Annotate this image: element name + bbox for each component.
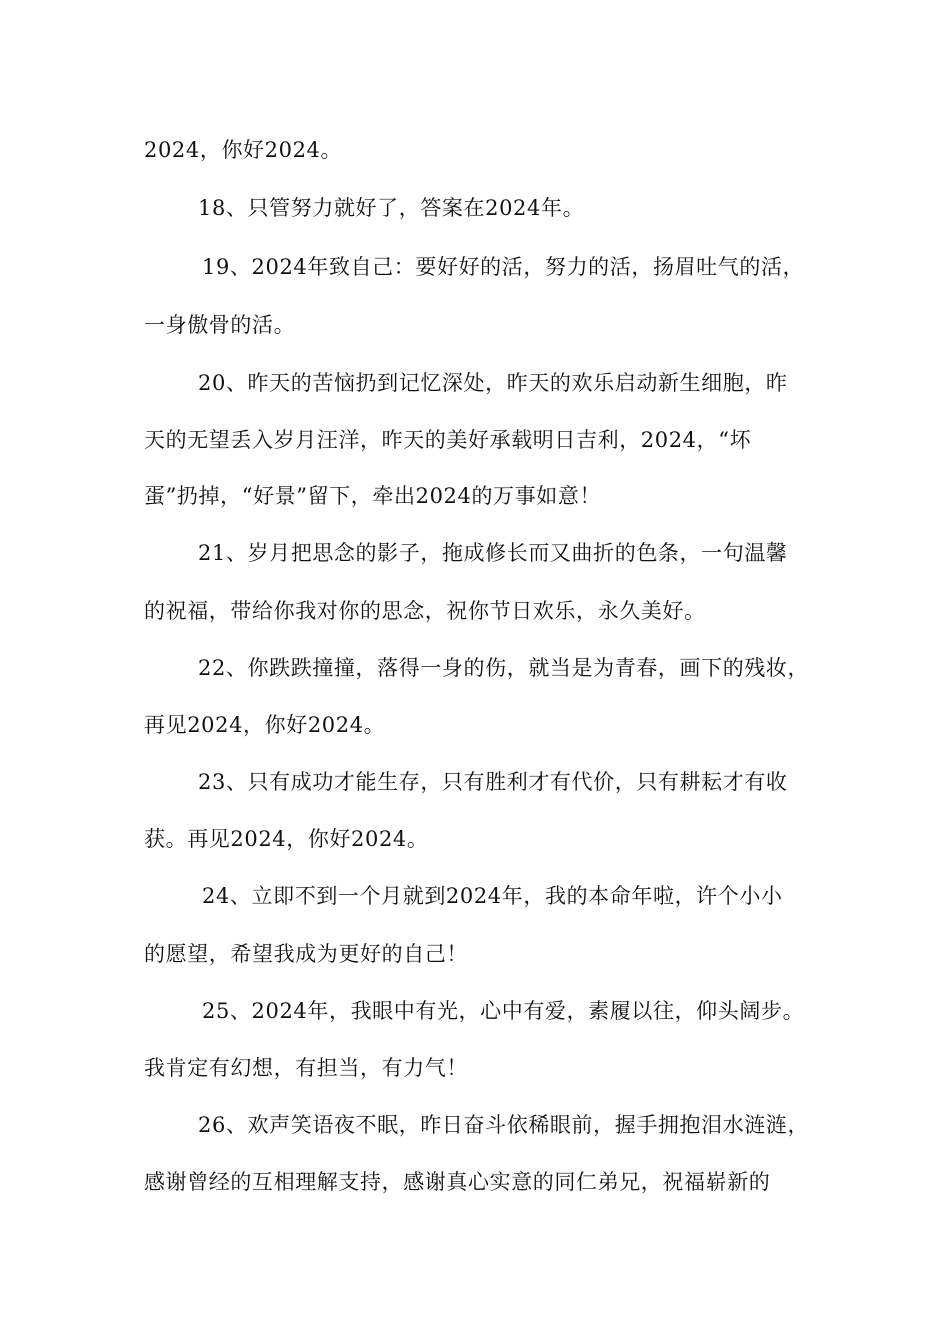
text-line: 21、岁月把思念的影子，拖成修长而又曲折的色条，一句温馨: [198, 541, 788, 565]
text-line: 天的无望丢入岁月汪洋，昨天的美好承载明日吉利，2024，“坏: [144, 428, 752, 452]
text-line: 25、2024年，我眼中有光，心中有爱，素履以往，仰头阔步。: [202, 999, 805, 1023]
text-line: 18、只管努力就好了，答案在2024年。: [198, 196, 585, 220]
text-line: 26、欢声笑语夜不眠，昨日奋斗依稀眼前，握手拥抱泪水涟涟，: [198, 1113, 810, 1137]
text-line: 再见2024，你好2024。: [144, 713, 386, 737]
text-line: 感谢曾经的互相理解支持，感谢真心实意的同仁弟兄，祝福崭新的: [144, 1170, 771, 1194]
text-line: 20、昨天的苦恼扔到记忆深处，昨天的欢乐启动新生细胞，昨: [198, 371, 788, 395]
text-line: 我肯定有幻想，有担当，有力气！: [144, 1056, 468, 1080]
text-line: 的愿望，希望我成为更好的自己！: [144, 942, 468, 966]
text-line: 23、只有成功才能生存，只有胜利才有代价，只有耕耘才有收: [198, 770, 788, 794]
text-line: 22、你跌跌撞撞，落得一身的伤，就当是为青春，画下的残妆，: [198, 656, 810, 680]
text-line: 24、立即不到一个月就到2024年，我的本命年啦，许个小小: [202, 884, 783, 908]
text-line: 2024，你好2024。: [144, 138, 343, 162]
text-line: 的祝福，带给你我对你的思念，祝你节日欢乐，永久美好。: [144, 599, 706, 623]
text-line: 19、2024年致自己：要好好的活，努力的活，扬眉吐气的活，: [202, 255, 805, 279]
text-line: 获。再见2024，你好2024。: [144, 827, 429, 851]
text-line: 一身傲骨的活。: [144, 313, 296, 337]
text-line: 蛋”扔掉，“好景”留下，牵出2024的万事如意！: [144, 484, 602, 508]
